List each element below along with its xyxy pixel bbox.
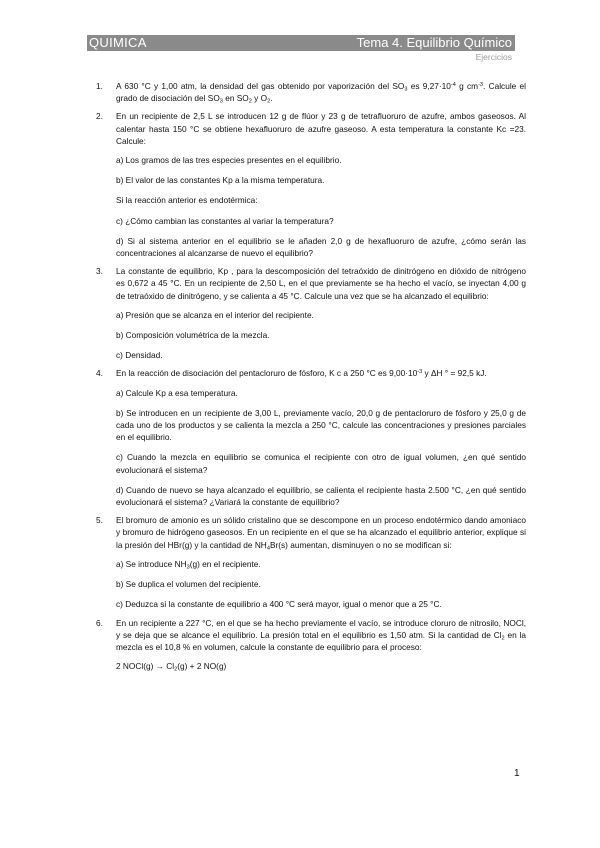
- exercise-2-b: b) El valor de las constantes Kp a la misma temperatura.: [116, 175, 325, 186]
- exercise-5-a: a) Se introduce $NH_3(g)$ en el recipiente.: [116, 558, 261, 571]
- exercise-4-d: d) Cuando de nuevo se haya alcanzado el equilibrio, se calienta el recipiente hasta 2.500 °C, ¿en qué sentido evolucionará el sistema? ¿Variará la constante de equilibrio?: [116, 484, 526, 508]
- exercise-number: 2.: [96, 111, 103, 122]
- exercise-number: 1.: [96, 81, 103, 91]
- page-header: [87, 35, 515, 65]
- exercise-5-b: b) Se duplica el volumen del recipiente.: [116, 579, 261, 590]
- header-bar: [87, 35, 515, 51]
- topic-title: Tema 4. Equilibrio Químico: [356, 35, 512, 50]
- exercise-6: 6. En un recipiente a 227 °C, en el que se ha hecho previamente el vacío, se introduce cloruro de nitrosilo, NOCl, y se deja que se alcance el equilibrio. La presión total en el equilibrio es 1,50 atm. Si la cantidad de $Cl_2$ en la mezcla es el 10,8 % en volumen, calcule la constante de equilibrio para el proceso:: [96, 617, 527, 652]
- exercise-number: 5.: [96, 515, 103, 526]
- exercise-2-c: c) ¿Cómo cambian las constantes al variar la temperatura?: [116, 215, 334, 226]
- exercise-number: 4.: [96, 368, 103, 379]
- exercise-3: 3. La constante de equilibrio, Kp , para la descomposición del tetraóxido de dinitrógeno en dióxido de nitrógeno es 0,672 a 45 °C. En un recipiente de 2,50 L, en el que previamente se ha hecho el vacío, se inyectan 4,00 g de tetraóxido de dinitrógeno, y se calienta a 45 °C. Calcule una vez que se ha alcanzado el equilibrio:: [96, 266, 526, 301]
- section-label: Ejercicios: [475, 52, 512, 62]
- exercise-4-b: b) Se introducen en un recipiente de 3,00 L, previamente vacío, 20,0 g de pentacloruro de fósforo y 25,0 g de cada uno de los productos y se calienta la mezcla a 250 °C, calcule las concentraciones y presiones parciales en el equilibrio.: [116, 407, 526, 443]
- exercise-1: 1. A 630 °C y 1,00 atm, la densidad del gas obtenido por vaporización del $SO_3$ es $9,27\cdot 10^{-4}$ g $cm^{-3}$. Calcule el grado de disociación del $SO_3$ en $SO_2$ y $O_2$.: [96, 81, 526, 105]
- exercise-2: 2. En un recipiente de 2,5 L se introducen 12 g de flúor y 23 g de tetrafluoruro de azufre, ambos gaseosos. Al calentar hasta 150 °C se obtiene hexafluoruro de azufre gaseoso. A esta temperatura la constante Kc =23. Calcule:: [96, 111, 526, 146]
- exercise-list: [96, 80, 526, 680]
- exercise-2-a: a) Los gramos de las tres especies presentes en el equilibrio.: [116, 155, 342, 166]
- exercise-3-c: c) Densidad.: [116, 350, 163, 361]
- exercise-2-note: Si la reacción anterior es endotérmica:: [116, 195, 258, 206]
- page-number: 1: [514, 768, 520, 779]
- subject-title: QUIMICA: [89, 35, 147, 50]
- exercise-number: 3.: [96, 266, 103, 277]
- exercise-number: 6.: [96, 617, 103, 628]
- exercise-3-b: b) Composición volumétrica de la mezcla.: [116, 330, 270, 341]
- exercise-5: 5. El bromuro de amonio es un sólido cristalino que se descompone en un proceso endotérmico dando amoniaco y bromuro de hidrógeno gaseosos. En un recipiente en el que se ha alcanzado el equilibrio anterior, explique si la presión del HBr(g) y la cantidad de $NH_4Br(s)$ aumentan, disminuyen o no se modifican si:: [96, 515, 526, 552]
- exercise-4: 4. En la reacción de disociación del pentacloruro de fósforo, K c a 250 °C es $9,00\cdot 10^{-3}$ y ΔH ° = 92,5 kJ.: [96, 368, 487, 379]
- exercise-2-d: d) Si al sistema anterior en el equilibrio se le añaden 2,0 g de hexafluoruro de azufre, ¿cómo serán las concentraciones al alcanzarse de nuevo el equilibrio?: [116, 235, 526, 259]
- exercise-5-c: c) Deduzca si la constante de equilibrio a 400 °C será mayor, igual o menor que a 25 °C.: [116, 599, 442, 610]
- exercise-3-a: a) Presión que se alcanza en el interior del recipiente.: [116, 309, 314, 320]
- exercise-4-c: c) Cuando la mezcla en equilibrio se comunica el recipiente con otro de igual volumen, ¿en qué sentido evolucionará el sistema?: [116, 452, 526, 475]
- exercise-4-a: a) Calcule Kp a esa temperatura.: [116, 387, 238, 398]
- exercise-6-equation: 2 NOCl(g) → $Cl_2(g) + 2$ NO(g): [116, 661, 227, 673]
